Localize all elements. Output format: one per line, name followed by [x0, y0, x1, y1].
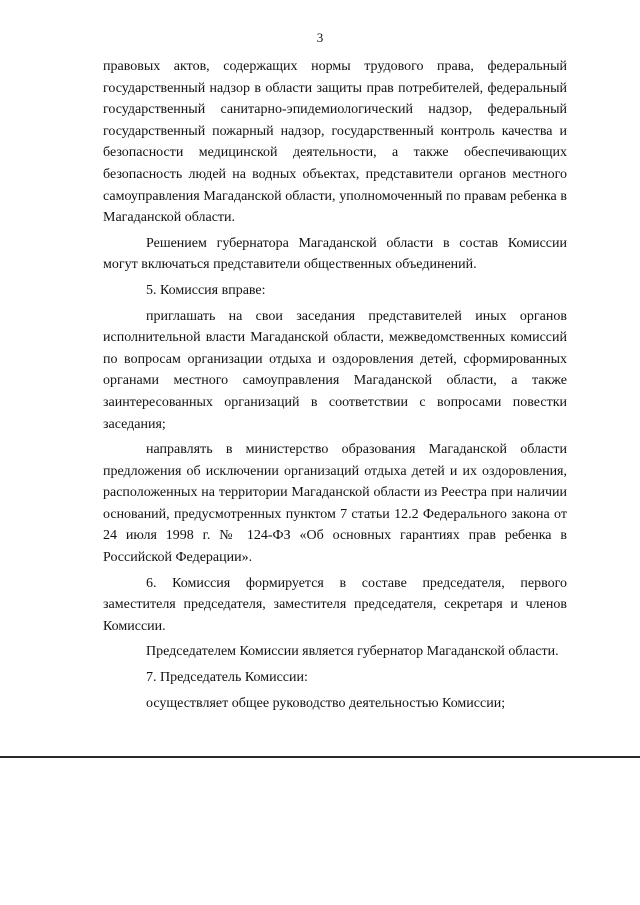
paragraph-send-proposals: направлять в министерство образования Магаданской области предложения об исключении организаций отдыха детей и их оздоровления, расположенных на территории Магаданской области из Реестра при наличии оснований, предусмотренных пунктом 7 статьи 12.2 Федерального закона от 24 июля 1998 г. № 124-ФЗ «Об основных гарантиях прав ребенка в Российской Федерации».: [103, 442, 567, 566]
page-number: 3: [316, 30, 324, 45]
paragraph-general-management: осуществляет общее руководство деятельностью Комиссии;: [146, 695, 506, 711]
paragraph-members-continued: правовых актов, содержащих нормы трудового права, федеральный государственный надзор в области защиты прав потребителей, федеральный государственный санитарно-эпидемиологический надзор, федеральный государственный пожарный надзор, государственный контроль качества и безопасности медицинской деятельности, а также обеспечивающих безопасность людей на водных объектах, представители органов местного самоуправления Магаданской области, уполномоченный по правам ребенка в Магаданской области.: [103, 59, 567, 226]
paragraph-chairman: Председателем Комиссии является губернатор Магаданской области.: [146, 644, 559, 660]
paragraph-governor-decision: Решением губернатора Магаданской области в состав Комиссии могут включаться представители общественных объединений.: [103, 235, 567, 273]
paragraph-section-6-composition: 6. Комиссия формируется в составе председателя, первого заместителя председателя, заместителя председателя, секретаря и членов Комиссии.: [103, 575, 567, 634]
horizontal-rule: [0, 756, 640, 758]
paragraph-section-7-heading: 7. Председатель Комиссии:: [146, 670, 308, 686]
paragraph-section-5-heading: 5. Комиссия вправе:: [146, 282, 266, 298]
paragraph-invite-representatives: приглашать на свои заседания представителей иных органов исполнительной власти Магаданской области, межведомственных комиссий по вопросам организации отдыха и оздоровления детей, сформированных органами местного самоуправления Магаданской области, а также заинтересованных организаций в соответствии с вопросами повестки заседания;: [103, 308, 567, 432]
document-body: [103, 56, 567, 714]
